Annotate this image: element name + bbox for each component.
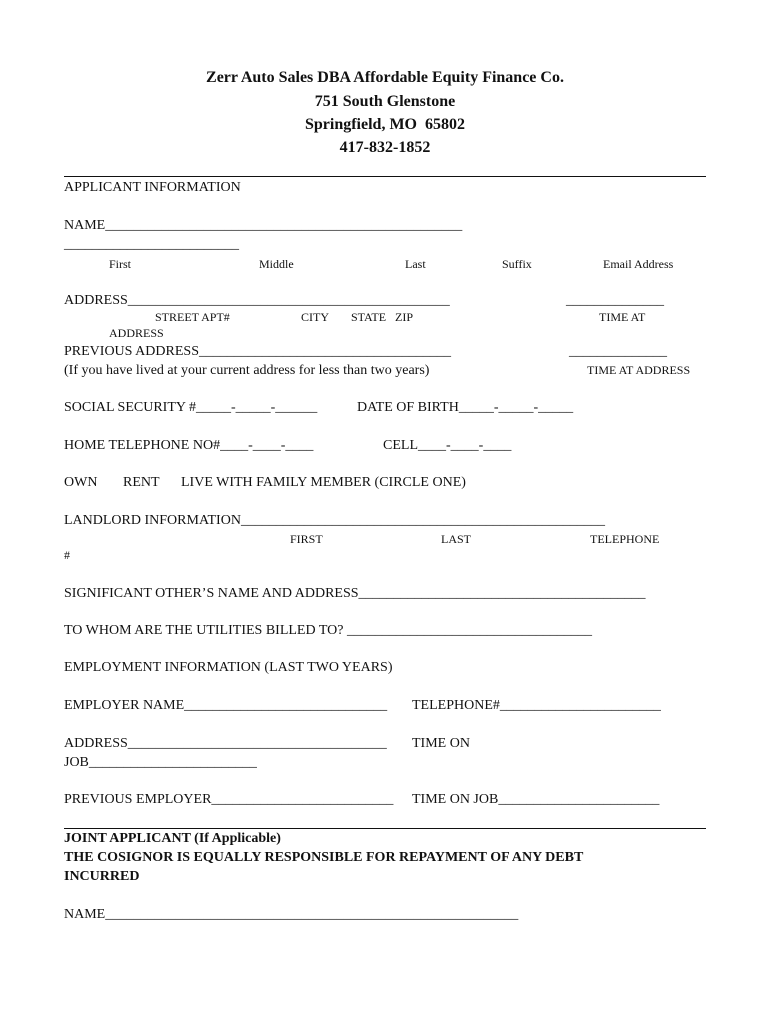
employer-phone-field[interactable]: TELEPHONE#_______________________	[412, 698, 661, 713]
previous-time-field[interactable]: ______________	[569, 344, 667, 359]
employer-name-field[interactable]: EMPLOYER NAME_____________________________	[64, 698, 388, 713]
ssn-field[interactable]: SOCIAL SECURITY #_____-_____-______	[64, 400, 318, 415]
cell-field[interactable]: CELL____-____-____	[383, 438, 512, 453]
address-time-field[interactable]: ______________	[566, 293, 664, 308]
address-sub-street: STREET APT#	[155, 310, 230, 324]
own-option[interactable]: OWN	[64, 475, 98, 490]
address-sub-city: CITY	[301, 310, 329, 324]
joint-section-divider	[64, 828, 706, 829]
address-field[interactable]: ADDRESS______________________________________________	[64, 293, 450, 308]
company-phone: 417-832-1852	[339, 139, 431, 156]
previous-employer-field[interactable]: PREVIOUS EMPLOYER__________________________	[64, 792, 394, 807]
joint-notice-line1: THE COSIGNOR IS EQUALLY RESPONSIBLE FOR REPAYMENT OF ANY DEBT	[64, 850, 584, 865]
joint-title: JOINT APPLICANT (If Applicable)	[64, 831, 281, 846]
name-field-continuation[interactable]: _________________________	[64, 237, 239, 252]
previous-address-note: (If you have lived at your current address for less than two years)	[64, 363, 430, 378]
live-with-family-option[interactable]: LIVE WITH FAMILY MEMBER (CIRCLE ONE)	[181, 475, 466, 490]
landlord-sub-last: LAST	[441, 532, 471, 546]
name-sub-middle: Middle	[259, 257, 294, 271]
joint-notice-line2: INCURRED	[64, 869, 140, 884]
section-divider	[64, 176, 706, 177]
rent-option[interactable]: RENT	[123, 475, 160, 490]
previous-time-on-job-field[interactable]: TIME ON JOB_______________________	[412, 792, 660, 807]
address-sub-time-at: TIME AT	[599, 310, 646, 324]
utilities-field[interactable]: TO WHOM ARE THE UTILITIES BILLED TO? ___________________________________	[64, 623, 592, 638]
company-name: Zerr Auto Sales DBA Affordable Equity Finance Co.	[206, 69, 564, 86]
address-sub-state-zip: STATE ZIP	[351, 310, 414, 324]
home-phone-field[interactable]: HOME TELEPHONE NO#____-____-____	[64, 438, 314, 453]
applicant-section-title: APPLICANT INFORMATION	[64, 180, 241, 195]
landlord-field[interactable]: LANDLORD INFORMATION____________________________________________________	[64, 513, 605, 528]
company-city: Springfield, MO 65802	[304, 116, 465, 133]
name-sub-first: First	[109, 257, 132, 271]
name-field[interactable]: NAME___________________________________________________	[64, 218, 463, 233]
name-sub-email: Email Address	[603, 257, 674, 271]
time-on-job-field[interactable]: JOB________________________	[64, 755, 257, 770]
significant-other-field[interactable]: SIGNIFICANT OTHER’S NAME AND ADDRESS_________________________________________	[64, 586, 646, 601]
landlord-sub-first: FIRST	[290, 532, 323, 546]
landlord-sub-telephone: TELEPHONE	[590, 532, 660, 546]
name-sub-last: Last	[405, 257, 426, 271]
address-sub-address: ADDRESS	[109, 326, 164, 340]
employer-address-field[interactable]: ADDRESS_____________________________________	[64, 736, 387, 751]
time-on-label: TIME ON	[412, 736, 470, 751]
previous-address-field[interactable]: PREVIOUS ADDRESS____________________________________	[64, 344, 451, 359]
dob-field[interactable]: DATE OF BIRTH_____-_____-_____	[357, 400, 574, 415]
company-street: 751 South Glenstone	[314, 93, 456, 110]
landlord-sub-hash: #	[64, 548, 70, 562]
joint-name-field[interactable]: NAME___________________________________________________________	[64, 907, 519, 922]
employment-title: EMPLOYMENT INFORMATION (LAST TWO YEARS)	[64, 660, 393, 675]
name-sub-suffix: Suffix	[502, 257, 532, 271]
time-at-address-label: TIME AT ADDRESS	[587, 363, 691, 377]
